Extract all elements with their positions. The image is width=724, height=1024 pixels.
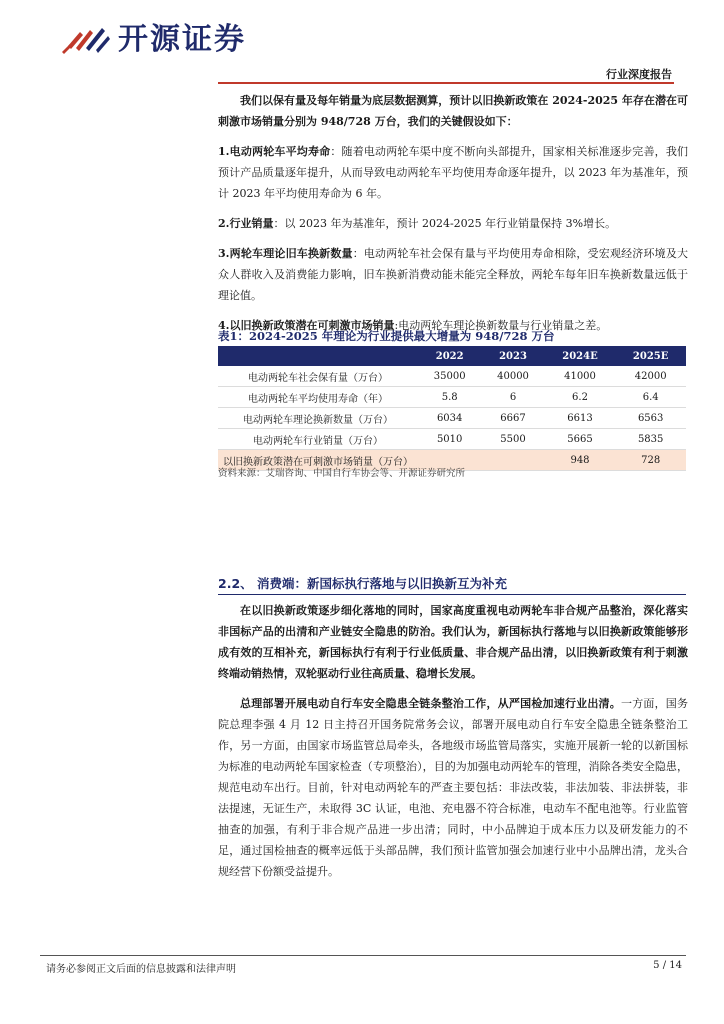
table-cell: 6.4 [615,387,686,408]
table-cell: 电动两轮车社会保有量（万台） [218,366,418,387]
section-paragraph-2-body: 一方面，国务院总理李强 4 月 12 日主持召开国务院常务会议，部署开展电动自行车安全隐患全链条整治工作，另一方面，由国家市场监管总局牵头，各地级市场监管局落实，实施开展新一轮的以新国标为标准的电动两轮车国家检查（专项整治），目的为加强电动两轮车的管理，消除各类安全隐患，规范电动车出行。目前，针对电动两轮车的严查主要包括：非法改装，非法加装、非法拼装，非法提速，无证生产，未取得 3C 认证，电池、充电器不符合标准，电动车不配电池等。行业监管抽查的加强，有利于非合规产品进一步出清；同时，中小品牌迫于成本压力以及研发能力的不足，通过国检抽查的概率远低于头部品牌，我们预计监管加强会加速行业中小品牌出清，龙头合规经营下份额受益提升。 [218,697,689,878]
table-cell: 6563 [615,408,686,429]
table-title: 表1：2024-2025 年理论为行业提供最大增量为 948/728 万台 [218,329,555,343]
logo-mark-icon [58,22,110,58]
assumption-1 [218,141,688,204]
assumption-3-body: ：电动两轮车社会保有量与平均使用寿命相除，受宏观经济环境及大众人群收入及消费能力影响，旧车换新消费动能未能完全释放，两轮车每年旧车换新数量远低于理论值。 [218,247,689,302]
table-cell: 40000 [481,366,544,387]
section-body [218,600,688,882]
assumption-2 [218,213,688,234]
table-cell: 电动两轮车平均使用寿命（年） [218,387,418,408]
table-cell: 6 [481,387,544,408]
assumption-3-head: 3.两轮车理论旧车换新数量 [218,247,353,260]
footer-divider [40,955,686,956]
table-header-cell: 2023 [481,347,544,366]
assumption-4-body: :电动两轮车理论换新数量与行业销量之差。 [394,319,608,332]
table-cell: 6667 [481,408,544,429]
section-paragraph-2 [218,693,688,882]
table-cell: 6613 [545,408,616,429]
logo-text: 开源证券 [118,22,246,57]
table-cell: 41000 [545,366,616,387]
table-row [218,387,686,408]
table-cell: 5665 [545,429,616,450]
section-rule [218,594,686,595]
table-header-cell: 2024E [545,347,616,366]
table-cell: 948 [545,450,616,471]
table-header-cell [218,347,418,366]
assumption-4-head: 4.以旧换新政策潜在可刺激市场销量 [218,319,395,332]
table-row [218,366,686,387]
table-cell: 35000 [418,366,481,387]
assumption-1-body: ：随着电动两轮车渠中度不断向头部提升，国家相关标准逐步完善，我们预计产品质量逐年提升，从而导致电动两轮车平均使用寿命逐年提升，以 2023 年为基准年，预计 2023 年平均使用寿命为 6 年。 [218,145,689,200]
assumption-2-head: 2.行业销量 [218,217,274,230]
table-cell: 728 [615,450,686,471]
table-source: 资料来源：艾瑞咨询、中国自行车协会等、开源证券研究所 [218,468,466,479]
table-cell: 5.8 [418,387,481,408]
table-cell: 42000 [615,366,686,387]
table-cell: 电动两轮车行业销量（万台） [218,429,418,450]
table-cell: 5835 [615,429,686,450]
table-header-row [218,347,686,366]
table-cell [481,450,544,471]
table-cell: 以旧换新政策潜在可刺激市场销量（万台） [218,450,418,471]
table-cell: 6.2 [545,387,616,408]
table-cell: 电动两轮车理论换新数量（万台） [218,408,418,429]
table-header-cell: 2025E [615,347,686,366]
report-type-label: 行业深度报告 [606,68,672,81]
section-paragraph-1: 在以旧换新政策逐步细化落地的同时，国家高度重视电动两轮车非合规产品整治，深化落实非国标产品的出清和产业链安全隐患的防治。我们认为，新国标执行落地与以旧换新政策能够形成有效的互相补充，新国标执行有利于行业低质量、非合规产品出清，以旧换新政策有利于刺激终端动销热情，双轮驱动行业往高质量、稳增长发展。 [218,604,688,680]
data-table [218,347,686,471]
table-cell: 5500 [481,429,544,450]
table-header-cell: 2022 [418,347,481,366]
section-title: 2.2、 消费端：新国标执行落地与以旧换新互为补充 [218,576,507,591]
assumption-1-head: 1.电动两轮车平均寿命 [218,145,331,158]
table-row [218,408,686,429]
intro-block [218,90,688,336]
header-divider [218,82,674,84]
table-cell: 6034 [418,408,481,429]
page-number: 5 / 14 [653,960,682,971]
section-paragraph-2-head: 总理部署开展电动自行车安全隐患全链条整治工作，从严国检加速行业出清。 [240,697,621,710]
intro-paragraph: 我们以保有量及每年销量为底层数据测算，预计以旧换新政策在 2024-2025 年存在潜在可刺激市场销量分别为 948/728 万台，我们的关键假设如下： [218,94,688,128]
assumption-3 [218,243,688,306]
footer-disclaimer: 请务必参阅正文后面的信息披露和法律声明 [46,964,236,975]
table-cell: 5010 [418,429,481,450]
assumption-2-body: ：以 2023 年为基准年，预计 2024-2025 年行业销量保持 3%增长。 [273,217,617,230]
table-row [218,429,686,450]
